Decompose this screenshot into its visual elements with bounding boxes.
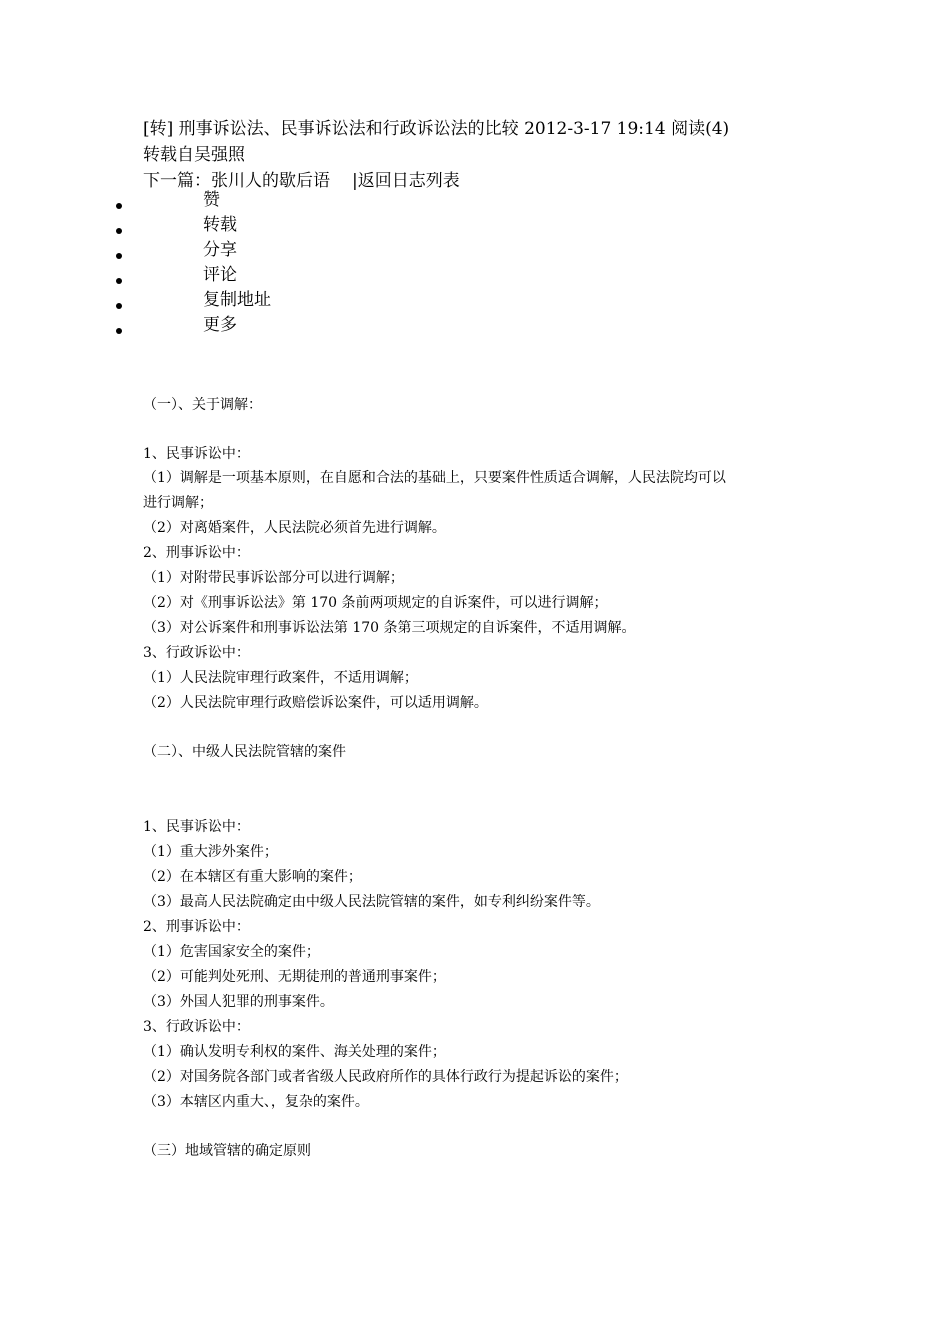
bullet-icon: [116, 278, 122, 284]
paragraph: （2）可能判处死刑、无期徒刑的普通刑事案件；: [143, 969, 446, 985]
paragraph: （1）调解是一项基本原则，在自愿和合法的基础上，只要案件性质适合调解，人民法院均可以: [143, 470, 726, 486]
paragraph: （1）人民法院审理行政案件，不适用调解；: [143, 670, 418, 686]
action-list: [0, 188, 271, 338]
next-article-link[interactable]: 下一篇：张川人的歇后语: [143, 171, 330, 191]
sub-heading: 2、刑事诉讼中：: [143, 919, 250, 935]
paragraph: （2）对离婚案件，人民法院必须首先进行调解。: [143, 520, 446, 536]
copy-address-action[interactable]: 复制地址: [0, 288, 271, 313]
bullet-icon: [116, 253, 122, 259]
bullet-icon: [116, 328, 122, 334]
share-action[interactable]: 分享: [0, 238, 271, 263]
reprint-action[interactable]: 转载: [0, 213, 271, 238]
more-action[interactable]: 更多: [0, 313, 271, 338]
nav-separator: |: [352, 171, 358, 191]
paragraph: （1）对附带民事诉讼部分可以进行调解；: [143, 570, 404, 586]
bullet-icon: [116, 303, 122, 309]
reprint-source: 转载自吴强照: [143, 145, 245, 165]
bullet-icon: [116, 203, 122, 209]
paragraph: （2）对《刑事诉讼法》第 170 条前两项规定的自诉案件，可以进行调解；: [143, 595, 608, 611]
sub-heading: 1、民事诉讼中：: [143, 446, 250, 462]
section-heading: （一）、关于调解：: [143, 397, 262, 413]
paragraph: （2）人民法院审理行政赔偿诉讼案件，可以适用调解。: [143, 695, 488, 711]
paragraph: （1）重大涉外案件；: [143, 844, 278, 860]
paragraph: （1）危害国家安全的案件；: [143, 944, 320, 960]
sub-heading: 3、行政诉讼中：: [143, 645, 250, 661]
sub-heading: 1、民事诉讼中：: [143, 819, 250, 835]
article-header: [143, 116, 923, 194]
paragraph: （2）在本辖区有重大影响的案件；: [143, 869, 362, 885]
bullet-icon: [116, 228, 122, 234]
section-heading: （二）、中级人民法院管辖的案件: [143, 744, 346, 760]
comment-action[interactable]: 评论: [0, 263, 271, 288]
like-action[interactable]: 赞: [0, 188, 271, 213]
paragraph: 进行调解；: [143, 495, 213, 511]
paragraph: （3）外国人犯罪的刑事案件。: [143, 994, 334, 1010]
paragraph: （3）最高人民法院确定由中级人民法院管辖的案件，如专利纠纷案件等。: [143, 894, 600, 910]
article-title: [转] 刑事诉讼法、民事诉讼法和行政诉讼法的比较 2012-3-17 19:14 阅读(4): [143, 119, 730, 139]
back-to-list-link[interactable]: 返回日志列表: [357, 171, 460, 191]
paragraph: （1）确认发明专利权的案件、海关处理的案件；: [143, 1044, 446, 1060]
paragraph: （2）对国务院各部门或者省级人民政府所作的具体行政行为提起诉讼的案件；: [143, 1069, 628, 1085]
sub-heading: 3、行政诉讼中：: [143, 1019, 250, 1035]
section-heading: （三）地域管辖的确定原则: [143, 1143, 311, 1159]
paragraph: （3）对公诉案件和刑事诉讼法第 170 条第三项规定的自诉案件，不适用调解。: [143, 620, 636, 636]
paragraph: （3）本辖区内重大、，复杂的案件。: [143, 1094, 369, 1110]
sub-heading: 2、刑事诉讼中：: [143, 545, 250, 561]
